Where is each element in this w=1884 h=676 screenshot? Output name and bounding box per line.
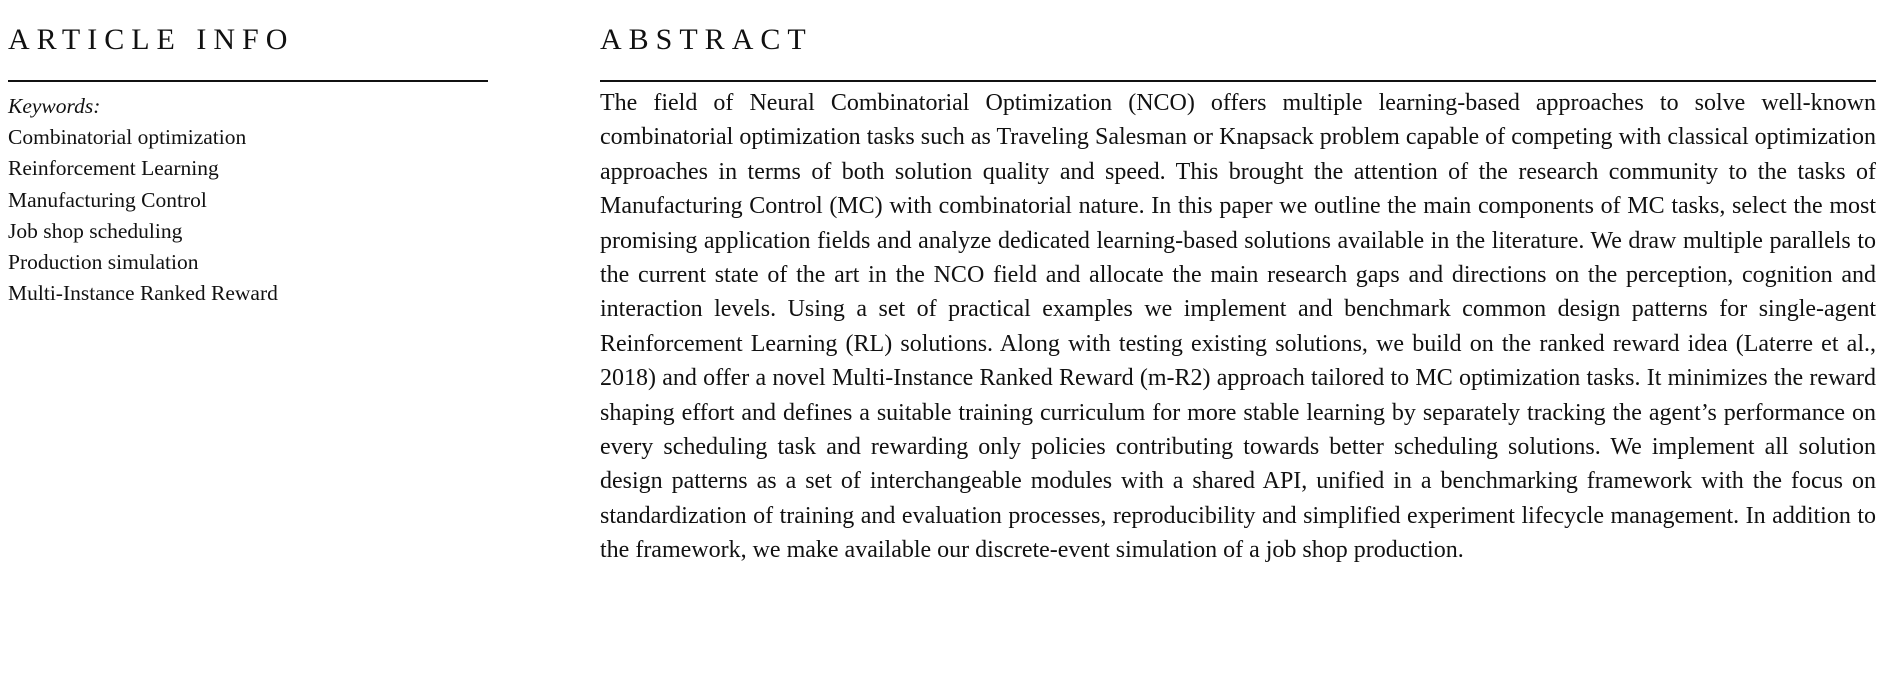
abstract-heading: ABSTRACT bbox=[600, 23, 813, 56]
article-info-heading: ARTICLE INFO bbox=[8, 23, 295, 56]
abstract-divider bbox=[600, 80, 1876, 82]
keywords-label: Keywords: bbox=[8, 94, 101, 118]
keyword-item: Production simulation bbox=[8, 250, 199, 275]
keyword-item: Combinatorial optimization bbox=[8, 125, 247, 150]
keyword-item: Multi-Instance Ranked Reward bbox=[8, 281, 278, 306]
article-info-divider bbox=[8, 80, 488, 82]
keywords-block bbox=[8, 91, 488, 309]
keyword-item: Reinforcement Learning bbox=[8, 156, 219, 181]
article-info-section bbox=[8, 18, 488, 309]
abstract-section bbox=[600, 18, 1876, 568]
keyword-item: Manufacturing Control bbox=[8, 187, 207, 212]
keyword-item: Job shop scheduling bbox=[8, 218, 183, 243]
abstract-body: The field of Neural Combinatorial Optimization (NCO) offers multiple learning-based approaches to solve well-known combinatorial optimization tasks such as Traveling Salesman or Knapsack problem capable of competing with classical optimization approaches in terms of both solution quality and speed. This brought the attention of the research community to the tasks of Manufacturing Control (MC) with combinatorial nature. In this paper we outline the main components of MC tasks, select the most promising application fields and analyze dedicated learning-based solutions available in the literature. We draw multiple parallels to the current state of the art in the NCO field and allocate the main research gaps and directions on the perception, cognition and interaction levels. Using a set of practical examples we implement and benchmark common design patterns for single-agent Reinforcement Learning (RL) solutions. Along with testing existing solutions, we build on the ranked reward idea (Laterre et al., 2018) and offer a novel Multi-Instance Ranked Reward (m-R2) approach tailored to MC optimization tasks. It minimizes the reward shaping effort and defines a suitable training curriculum for more stable learning by separately tracking the agent’s performance on every scheduling task and rewarding only policies contributing towards better scheduling solutions. We implement all solution design patterns as a set of interchangeable modules with a shared API, unified in a benchmarking framework with the focus on standardization of training and evaluation processes, reproducibility and simplified experiment lifecycle management. In addition to the framework, we make available our discrete-event simulation of a job shop production. bbox=[600, 90, 1876, 564]
